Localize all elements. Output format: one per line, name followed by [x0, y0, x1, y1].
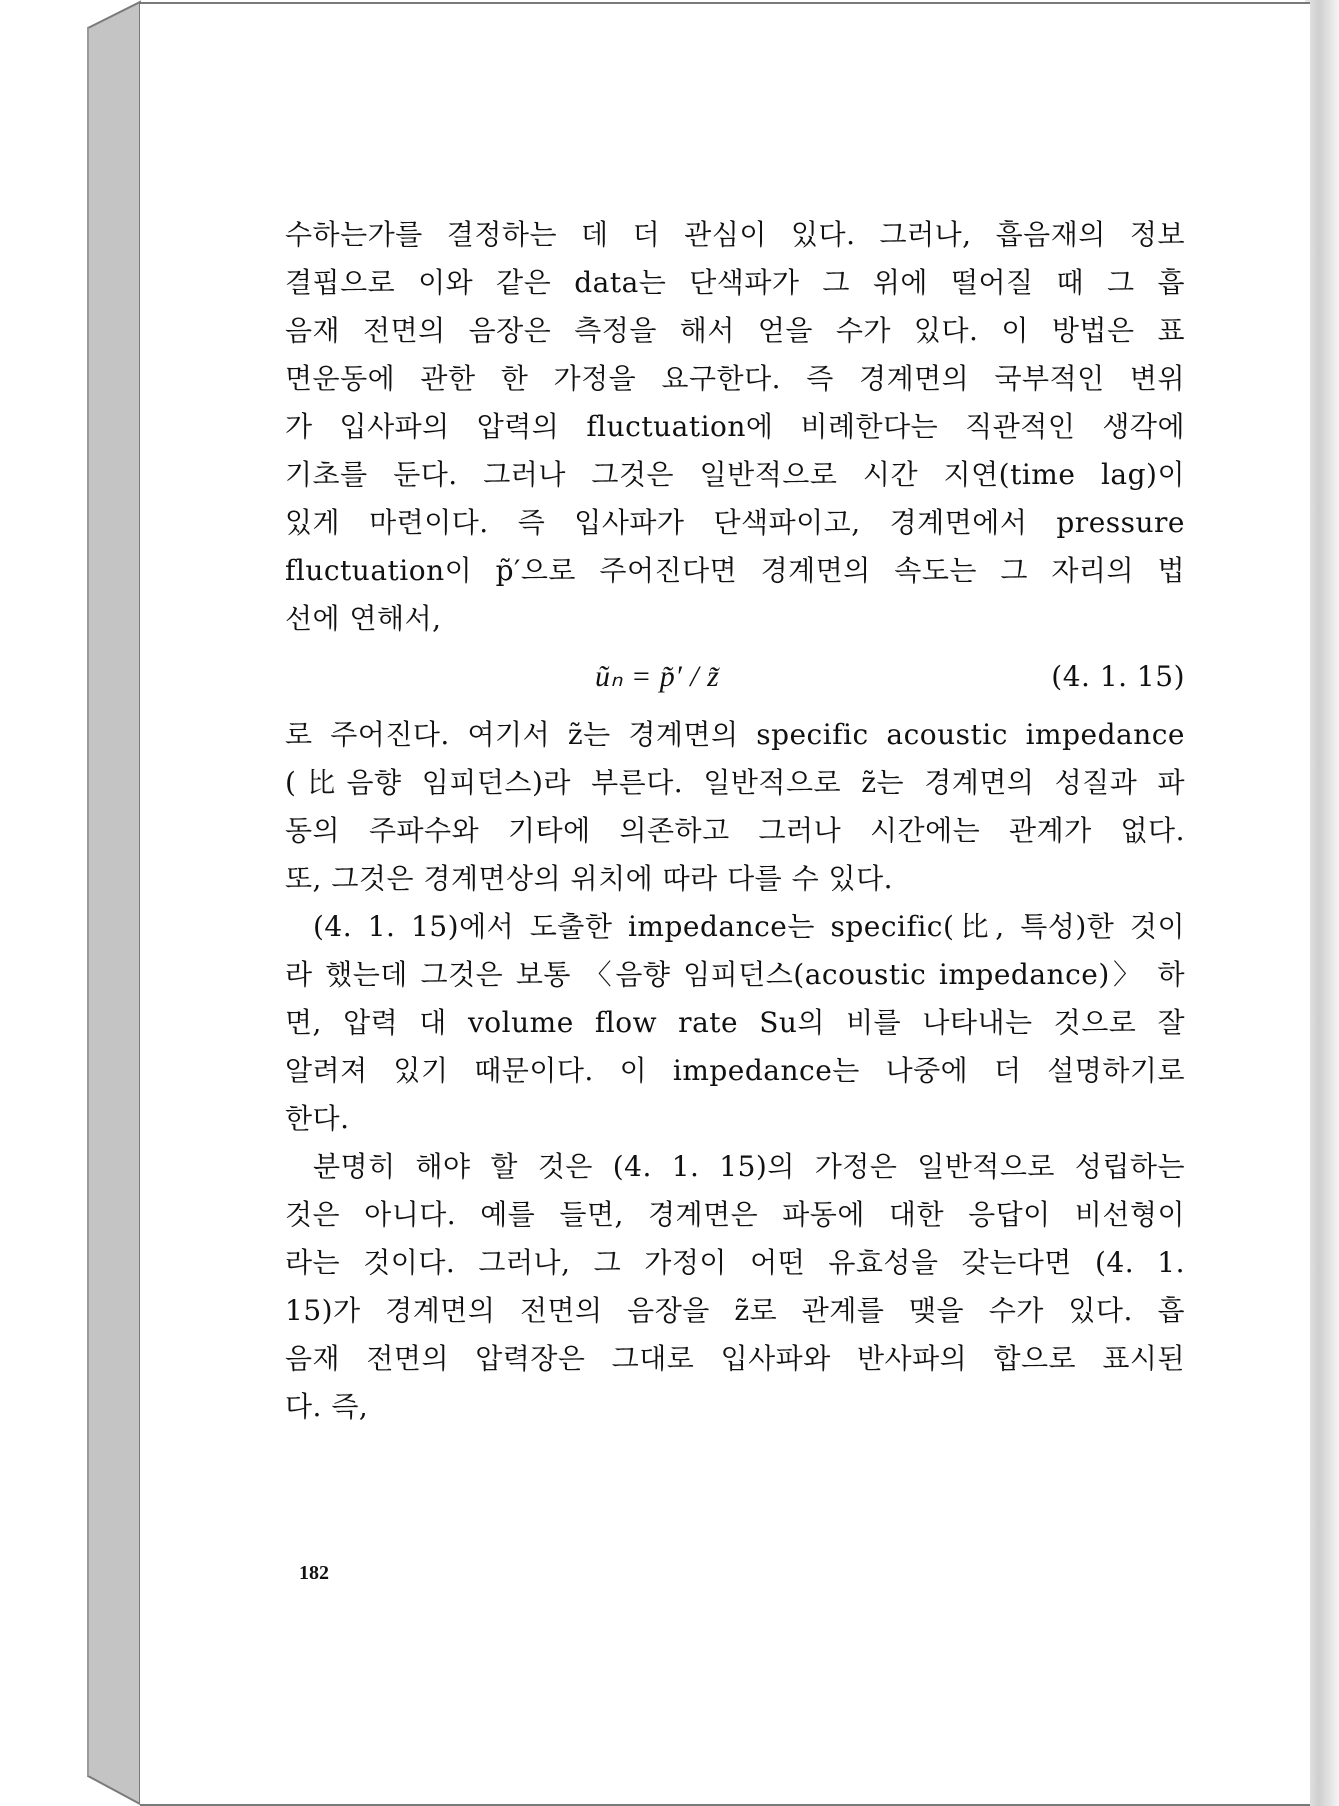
book-spine	[0, 0, 150, 1806]
text-line: 동의 주파수와 기타에 의존하고 그러나 시간에는 관계가 없다.	[285, 814, 1185, 847]
page	[140, 2, 1310, 1806]
paragraph-3	[285, 903, 1185, 1143]
text-line: 가 입사파의 압력의 fluctuation에 비례한다는 직관적인 생각에	[285, 410, 1185, 443]
text-line: 15)가 경계면의 전면의 음장을 z̃로 관계를 맺을 수가 있다. 흡	[285, 1294, 1185, 1327]
text-line: 수하는가를 결정하는 데 더 관심이 있다. 그러나, 흡음재의 정보	[285, 218, 1185, 251]
text-line: 한다.	[285, 1102, 350, 1135]
text-line: 선에 연해서,	[285, 602, 442, 635]
text-line: 분명히 해야 할 것은 (4. 1. 15)의 가정은 일반적으로 성립하는	[313, 1150, 1185, 1183]
paragraph-2	[285, 711, 1185, 903]
text-line: 면운동에 관한 한 가정을 요구한다. 즉 경계면의 국부적인 변위	[285, 362, 1185, 395]
equation-4-1-15	[285, 649, 1185, 705]
text-line: (比음향 임피던스)라 부른다. 일반적으로 z̃는 경계면의 성질과 파	[285, 766, 1185, 799]
paragraph-1	[285, 211, 1185, 643]
equation-number: (4. 1. 15)	[1051, 660, 1185, 693]
text-line: 라는 것이다. 그러나, 그 가정이 어떤 유효성을 갖는다면 (4. 1.	[285, 1246, 1185, 1279]
text-line: 라 했는데 그것은 보통 〈음향 임피던스(acoustic impedance)〉 하	[285, 958, 1185, 991]
text-line: 로 주어진다. 여기서 z̃는 경계면의 specific acoustic impedance	[285, 718, 1185, 751]
page-edge	[1305, 0, 1339, 1806]
text-line: 다. 즉,	[285, 1390, 369, 1423]
equation-expression: ũₙ = p̃′ / z̃	[595, 660, 720, 693]
page-number: 182	[299, 1562, 329, 1584]
text-line: 결핍으로 이와 같은 data는 단색파가 그 위에 떨어질 때 그 흡	[285, 266, 1185, 299]
body-text	[285, 211, 1185, 1431]
text-line: 면, 압력 대 volume flow rate Su의 비를 나타내는 것으로 잘	[285, 1006, 1185, 1039]
text-line: 알려져 있기 때문이다. 이 impedance는 나중에 더 설명하기로	[285, 1054, 1185, 1087]
paragraph-4	[285, 1143, 1185, 1431]
text-line: 또, 그것은 경계면상의 위치에 따라 다를 수 있다.	[285, 862, 894, 895]
text-line: fluctuation이 p̃′으로 주어진다면 경계면의 속도는 그 자리의 법	[285, 554, 1185, 587]
text-line: 있게 마련이다. 즉 입사파가 단색파이고, 경계면에서 pressure	[285, 506, 1185, 539]
text-line: 것은 아니다. 예를 들면, 경계면은 파동에 대한 응답이 비선형이	[285, 1198, 1185, 1231]
text-line: 음재 전면의 압력장은 그대로 입사파와 반사파의 합으로 표시된	[285, 1342, 1185, 1375]
text-line: 음재 전면의 음장은 측정을 해서 얻을 수가 있다. 이 방법은 표	[285, 314, 1185, 347]
text-line: 기초를 둔다. 그러나 그것은 일반적으로 시간 지연(time lag)이	[285, 458, 1185, 491]
text-line: (4. 1. 15)에서 도출한 impedance는 specific(比, 특성)한 것이	[313, 910, 1185, 943]
